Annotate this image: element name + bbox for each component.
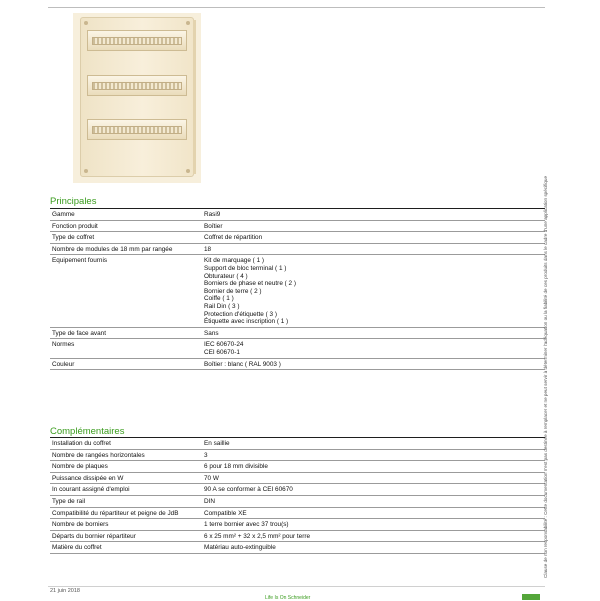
spec-value [202,507,545,519]
spec-value-line: 6 pour 18 mm divisible [204,463,268,471]
spec-value [202,358,545,370]
din-rail-2 [87,75,187,96]
spec-value-line: 3 [204,451,208,459]
spec-value-line: Rasi9 [204,211,221,218]
spec-value [202,243,545,255]
spec-label: Nombre de plaques [50,461,202,473]
spec-value-line: 90 A se conformer à CEI 60670 [204,486,293,494]
spec-label: Fonction produit [50,220,202,232]
spec-row [50,358,545,370]
principales-table [50,208,545,370]
spec-value-line: Borniers de phase et neutre ( 2 ) [204,280,297,288]
footer-date: 21 juin 2018 [50,588,80,594]
spec-row [50,495,545,507]
spec-label: Couleur [50,358,202,370]
spec-value-line: Bornier de terre ( 2 ) [204,287,262,295]
spec-row [50,339,545,358]
spec-label: Nombre de modules de 18 mm par rangée [50,243,202,255]
spec-value-line: 6 x 25 mm² + 32 x 2,5 mm² pour terre [204,532,311,540]
spec-value-line: En saillie [204,440,230,447]
spec-value [202,530,545,542]
footer-brand: Life Is On Schneider [265,595,311,601]
spec-row [50,327,545,339]
spec-value-line: Sans [204,329,219,337]
spec-label: Normes [50,339,202,358]
spec-value [202,472,545,484]
spec-value [202,209,545,221]
section-heading-complementaires: Complémentaires [50,426,125,437]
spec-value-line: IEC 60670-24 [204,341,244,349]
schneider-logo-icon [522,594,540,600]
spec-label: Installation du coffret [50,438,202,450]
spec-row [50,220,545,232]
cabinet-illustration [80,17,194,177]
spec-value [202,542,545,554]
spec-value-line: CEI 60670-1 [204,348,240,356]
spec-value-line: Boîtier [204,222,223,230]
spec-label: Type de coffret [50,232,202,244]
spec-row [50,449,545,461]
spec-row [50,243,545,255]
spec-value [202,484,545,496]
spec-value-line: Obturateur ( 4 ) [204,272,248,280]
spec-label: Nombre de borniers [50,519,202,531]
spec-label: Type de face avant [50,327,202,339]
din-rail-3 [87,119,187,140]
spec-value [202,449,545,461]
spec-label: In courant assigné d'emploi [50,484,202,496]
section-heading-principales: Principales [50,196,97,207]
spec-row [50,232,545,244]
spec-row [50,507,545,519]
spec-value-line: 18 [204,245,212,253]
spec-row [50,438,545,450]
spec-label: Puissance dissipée en W [50,472,202,484]
spec-label: Nombre de rangées horizontales [50,449,202,461]
spec-value-line: Matériau auto-extinguible [204,544,276,552]
spec-label: Type de rail [50,495,202,507]
spec-row [50,209,545,221]
spec-value-line: 1 terre bornier avec 37 trou(s) [204,521,289,529]
spec-row [50,519,545,531]
spec-row [50,255,545,327]
product-image [73,13,201,183]
spec-value-line: Coiffe ( 1 ) [204,295,234,303]
din-rail-1 [87,30,187,51]
spec-value [202,327,545,339]
spec-value [202,495,545,507]
spec-label: Matière du coffret [50,542,202,554]
spec-value-line: Étiquette avec inscription ( 1 ) [204,318,289,326]
spec-value-line: Rail Din ( 3 ) [204,302,240,310]
spec-row [50,530,545,542]
spec-value [202,519,545,531]
spec-value [202,255,545,327]
spec-value-line: Boîtier : blanc ( RAL 9003 ) [204,360,281,368]
spec-label: Gamme [50,209,202,221]
spec-value [202,220,545,232]
spec-value-line: Compatible XE [204,509,247,517]
spec-label: Equipement fournis [50,255,202,327]
spec-value [202,339,545,358]
spec-row [50,484,545,496]
spec-row [50,461,545,473]
spec-value-line: 70 W [204,474,219,482]
spec-row [50,542,545,554]
spec-value-line: DIN [204,497,216,505]
spec-value [202,438,545,450]
spec-value-line: Support de bloc terminal ( 1 ) [204,264,287,272]
spec-value-line: Kit de marquage ( 1 ) [204,257,265,265]
top-rule [48,7,545,8]
bottom-rule [48,586,545,587]
complementaires-table [50,437,545,554]
spec-value [202,232,545,244]
spec-label: Compatibilité du répartiteur et peigne de JdB [50,507,202,519]
spec-value [202,461,545,473]
spec-label: Départs du bornier répartiteur [50,530,202,542]
spec-value-line: Protection d'étiquette ( 3 ) [204,310,277,318]
spec-row [50,472,545,484]
spec-value-line: Coffret de répartition [204,234,263,242]
sidebar-disclaimer: Clause de non responsabilité : Cette documentation n'est pas destinée à remplacer et ne peut servir à déterminer l'adéquation ou la fiabilité de ces produits dans le cadre d'une application spécifique [543,175,548,578]
